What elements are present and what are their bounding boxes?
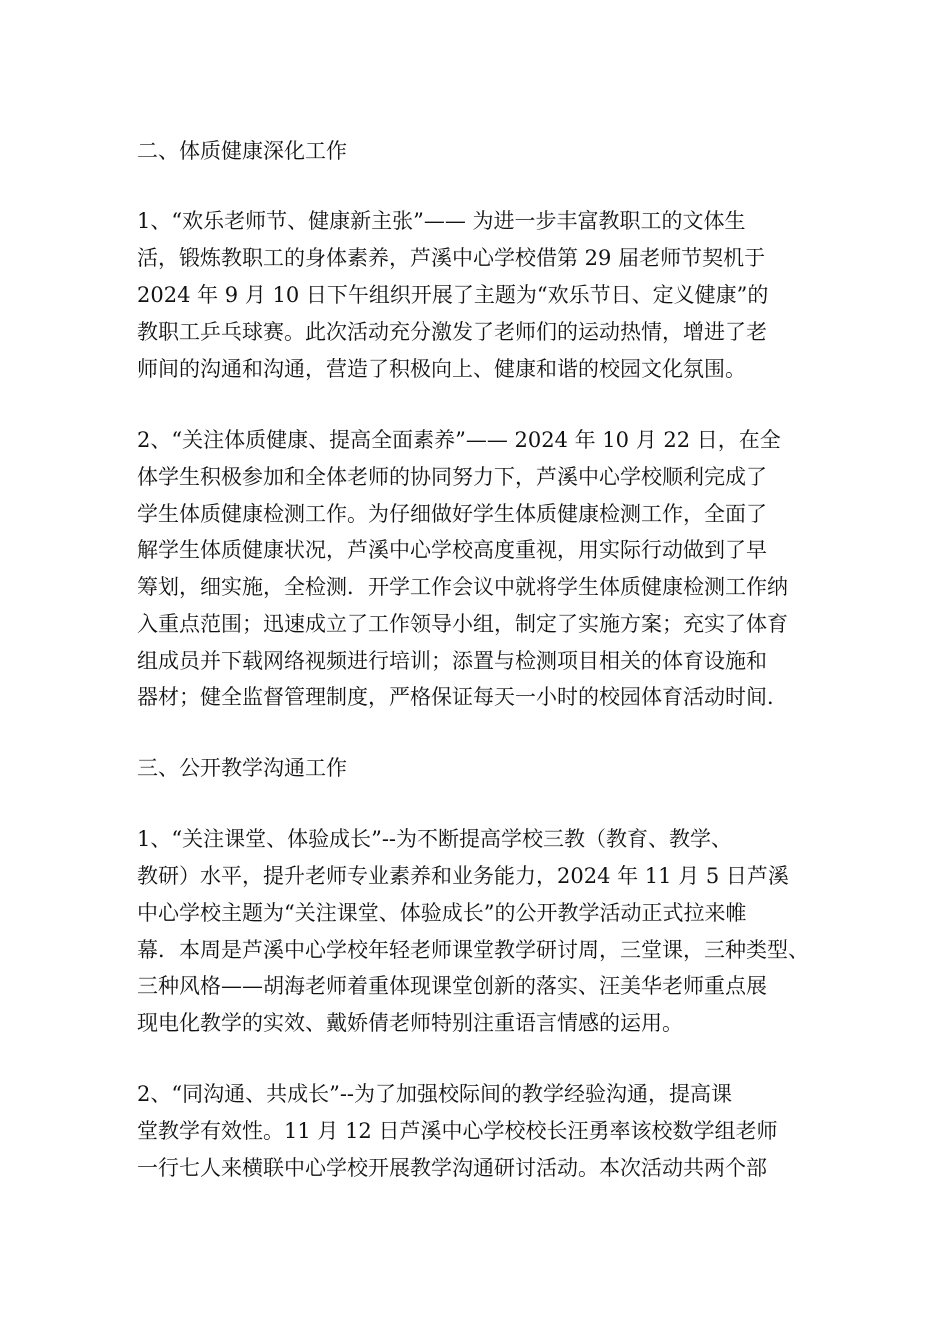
text-line: 1、“关注课堂、体验成长”--为不断提高学校三教（教育、教学、 [137, 827, 733, 851]
text-line: 师间的沟通和沟通，营造了积极向上、健康和谐的校园文化氛围。 [137, 357, 746, 381]
text-line: 现电化教学的实效、戴娇倩老师特别注重语言情感的运用。 [137, 1011, 683, 1035]
text-line: 教职工乒乓球赛。此次活动充分激发了老师们的运动热情，增进了老 [137, 320, 767, 344]
text-line: 一行七人来横联中心学校开展教学沟通研讨活动。本次活动共两个部 [137, 1156, 767, 1180]
text-line: 2、“同沟通、共成长”--为了加强校际间的教学经验沟通，提高课 [137, 1082, 733, 1106]
text-line: 入重点范围；迅速成立了工作领导小组，制定了实施方案；充实了体育 [137, 612, 788, 636]
text-line: 器材；健全监督管理制度，严格保证每天一小时的校园体育活动时间． [137, 685, 788, 709]
text-line: 三种风格——胡海老师着重体现课堂创新的落实、汪美华老师重点展 [137, 974, 767, 998]
text-line: 学生体质健康检测工作。为仔细做好学生体质健康检测工作，全面了 [137, 502, 767, 526]
text-line: 中心学校主题为“关注课堂、体验成长”的公开教学活动正式拉来帷 [137, 901, 747, 925]
text-line: 堂教学有效性。11 月 12 日芦溪中心学校校长汪勇率该校数学组老师 [137, 1119, 778, 1143]
text-line: 筹划，细实施，全检测．开学工作会议中就将学生体质健康检测工作纳 [137, 575, 788, 599]
text-line: 解学生体质健康状况，芦溪中心学校高度重视，用实际行动做到了早 [137, 538, 767, 562]
text-line: 2、“关注体质健康、提高全面素养”—— 2024 年 10 月 22 日，在全 [137, 428, 781, 452]
text-line: 2024 年 9 月 10 日下午组织开展了主题为“欢乐节日、定义健康”的 [137, 283, 769, 307]
text-line: 活，锻炼教职工的身体素养，芦溪中心学校借第 29 届老师节契机于 [137, 246, 766, 270]
section-heading-3: 三、公开教学沟通工作 [137, 756, 347, 780]
text-line: 体学生积极参加和全体老师的协同努力下，芦溪中心学校顺利完成了 [137, 465, 767, 489]
text-line: 教研）水平，提升老师专业素养和业务能力，2024 年 11 月 5 日芦溪 [137, 864, 789, 888]
text-line: 幕．本周是芦溪中心学校年轻老师课堂教学研讨周，三堂课，三种类型、 [137, 938, 809, 962]
text-line: 组成员并下载网络视频进行培训；添置与检测项目相关的体育设施和 [137, 649, 767, 673]
section-heading-2: 二、体质健康深化工作 [137, 139, 347, 163]
text-line: 1、“欢乐老师节、健康新主张”—— 为进一步丰富教职工的文体生 [137, 209, 746, 233]
